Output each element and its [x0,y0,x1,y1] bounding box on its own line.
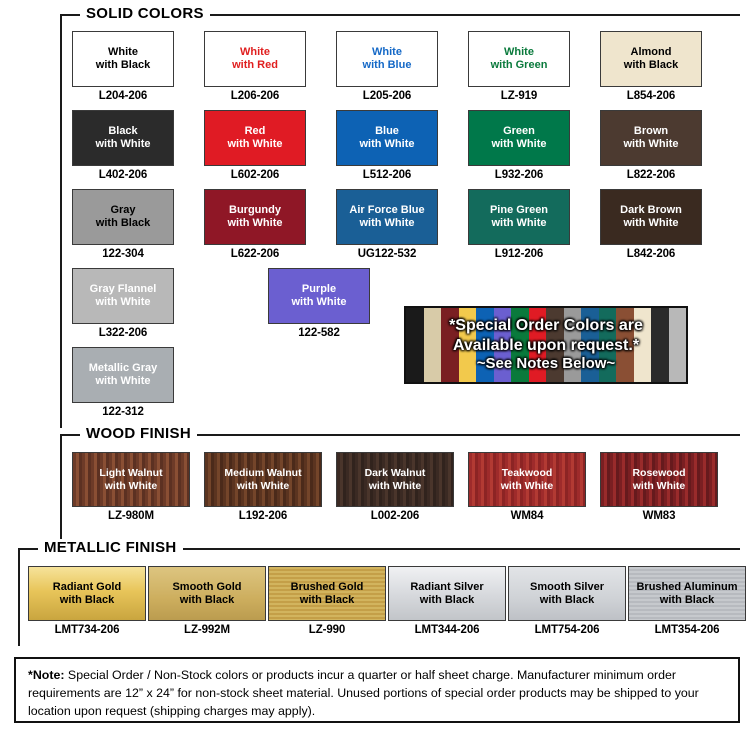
swatch-name-line1: Brown [633,125,669,138]
swatch-solid-5[interactable] [72,110,174,181]
swatch-name-line1: White [504,46,534,59]
swatch-name-line2: with Black [179,593,235,606]
swatch-chip[interactable] [468,452,586,507]
swatch-code: L204-206 [98,90,148,102]
swatch-chip[interactable] [72,110,174,166]
swatch-name-line1: Medium Walnut [224,467,302,480]
metallic-finish-legend: METALLIC FINISH [38,539,183,556]
swatch-chip[interactable] [204,110,306,166]
swatch-name-line1: Black [108,125,138,138]
swatch-metal-0[interactable] [28,566,146,636]
swatch-name-line1: Almond [630,46,672,59]
swatch-chip[interactable] [336,189,438,245]
swatch-name-line1: Dark Brown [620,204,682,217]
swatch-chip[interactable] [204,452,322,507]
special-order-banner [404,306,688,384]
swatch-chip[interactable] [628,566,746,621]
swatch-solid-13[interactable] [468,189,570,260]
swatch-name-line2: with Black [539,593,595,606]
swatch-chip[interactable] [600,189,702,245]
swatch-name-line2: with White [95,375,151,387]
swatch-chip[interactable] [600,31,702,87]
swatch-solid-17[interactable] [72,347,174,418]
swatch-name-line2: with White [359,138,415,150]
swatch-code: L512-206 [362,169,412,181]
swatch-solid-10[interactable] [72,189,174,260]
swatch-metal-1[interactable] [148,566,266,636]
swatch-code: LZ-980M [108,510,154,522]
swatch-code: L602-206 [230,169,280,181]
swatch-name-line1: Air Force Blue [349,204,425,217]
swatch-chip[interactable] [508,566,626,621]
swatch-code: L854-206 [626,90,676,102]
swatch-code: L205-206 [362,90,412,102]
swatch-solid-0[interactable] [72,31,174,102]
swatch-name-line1: White [372,46,402,59]
swatch-wood-0[interactable] [72,452,190,522]
swatch-code: L622-206 [230,248,280,260]
swatch-metal-3[interactable] [388,566,506,636]
swatch-code: LZ-992M [184,624,230,636]
swatch-solid-15[interactable] [72,268,174,339]
swatch-solid-3[interactable] [468,31,570,102]
swatch-code: LMT734-206 [54,624,120,636]
swatch-chip[interactable] [72,452,190,507]
swatch-name-line1: Gray Flannel [89,283,157,296]
swatch-solid-8[interactable] [468,110,570,181]
swatch-code: 122-304 [102,248,144,260]
swatch-code: L822-206 [626,169,676,181]
swatch-name-line2: with White [368,479,422,492]
swatch-solid-7[interactable] [336,110,438,181]
swatch-solid-2[interactable] [336,31,438,102]
swatch-solid-12[interactable] [336,189,438,260]
swatch-wood-3[interactable] [468,452,586,522]
banner-line-2: Available upon request.* [452,336,640,354]
swatch-chip[interactable] [468,189,570,245]
swatch-chip[interactable] [148,566,266,621]
swatch-code: L842-206 [626,248,676,260]
swatch-metal-2[interactable] [268,566,386,636]
swatch-chip[interactable] [268,268,370,324]
swatch-code: LZ-990 [308,624,346,636]
swatch-chip[interactable] [72,268,174,324]
swatch-name-line2: with Blue [362,59,412,71]
swatch-code: 122-312 [102,406,144,418]
swatch-name-line1: Dark Walnut [364,467,426,480]
swatch-name-line2: with White [95,296,151,308]
swatch-name-line1: Smooth Gold [172,580,242,593]
swatch-chip[interactable] [468,31,570,87]
swatch-name-line2: with White [491,217,547,229]
banner-line-1: *Special Order Colors are [449,317,643,335]
swatch-chip[interactable] [204,189,306,245]
swatch-chip[interactable] [72,347,174,403]
swatch-name-line1: Radiant Silver [410,580,484,593]
swatch-chip[interactable] [72,31,174,87]
swatch-code: L002-206 [370,510,420,522]
swatch-name-line1: Brushed Aluminum [636,580,738,593]
swatch-code: LMT344-206 [414,624,480,636]
swatch-name-line2: with Black [623,59,679,71]
banner-line-3: ~See Notes Below~ [476,355,616,373]
swatch-chip[interactable] [336,452,454,507]
swatch-name-line1: Pine Green [489,204,549,217]
swatch-name-line2: with White [291,296,347,308]
swatch-code: LZ-919 [500,90,538,102]
swatch-name-line2: with White [623,138,679,150]
swatch-name-line1: Red [244,125,266,138]
swatch-name-line1: Rosewood [632,467,686,480]
swatch-code: L322-206 [98,327,148,339]
swatch-wood-1[interactable] [204,452,322,522]
swatch-name-line2: with Black [419,593,475,606]
swatch-chip[interactable] [28,566,146,621]
swatch-name-line2: with White [500,479,554,492]
swatch-name-line2: with White [227,138,283,150]
swatch-name-line1: White [108,46,138,59]
swatch-code: L206-206 [230,90,280,102]
swatch-name-line2: with Green [490,59,548,71]
swatch-name-line2: with Black [95,217,151,229]
swatch-name-line1: White [240,46,270,59]
swatch-code: L192-206 [238,510,288,522]
swatch-chip[interactable] [336,110,438,166]
swatch-metal-5[interactable] [628,566,746,636]
swatch-name-line2: with Red [232,59,278,71]
swatch-name-line2: with White [227,217,283,229]
swatch-chip[interactable] [72,189,174,245]
swatch-chip[interactable] [268,566,386,621]
swatch-name-line2: with White [95,138,151,150]
swatch-name-line1: Light Walnut [99,467,163,480]
swatch-name-line1: Burgundy [229,204,281,217]
swatch-solid-11[interactable] [204,189,306,260]
note-label: *Note: [28,668,65,682]
swatch-chip[interactable] [468,110,570,166]
swatch-name-line2: with White [104,479,158,492]
swatch-chip[interactable] [204,31,306,87]
swatch-name-line2: with Black [659,593,715,606]
swatch-solid-14[interactable] [600,189,702,260]
swatch-name-line2: with Black [299,593,355,606]
swatch-name-line1: Radiant Gold [52,580,122,593]
swatch-name-line2: with Black [59,593,115,606]
swatch-solid-1[interactable] [204,31,306,102]
swatch-name-line2: with White [632,479,686,492]
swatch-name-line1: Brushed Gold [290,580,364,593]
swatch-code: L402-206 [98,169,148,181]
swatch-code: UG122-532 [357,248,417,260]
swatch-code: L932-206 [494,169,544,181]
swatch-code: L912-206 [494,248,544,260]
swatch-code: LMT754-206 [534,624,600,636]
solid-colors-legend: SOLID COLORS [80,5,210,22]
swatch-name-line2: with White [491,138,547,150]
note-box [14,657,740,723]
swatch-chip[interactable] [600,110,702,166]
swatch-name-line1: Blue [375,125,399,138]
swatch-name-line1: Green [503,125,535,138]
swatch-solid-16[interactable] [268,268,370,339]
swatch-name-line2: with Black [95,59,151,71]
swatch-solid-9[interactable] [600,110,702,181]
swatch-name-line2: with White [236,479,290,492]
swatch-wood-2[interactable] [336,452,454,522]
swatch-name-line2: with White [359,217,415,229]
swatch-chip[interactable] [336,31,438,87]
note-text: Special Order / Non-Stock colors or products incur a quarter or half sheet charge. Manufacturer minimum order requirements are 12” x 24” for non-stock sheet material. Unused portions of special order products may be shipped to your location upon request (shipping charges may apply). [28,668,699,718]
swatch-code: WM84 [510,510,544,522]
swatch-code: WM83 [642,510,676,522]
swatch-chip[interactable] [600,452,718,507]
swatch-chip[interactable] [388,566,506,621]
banner-text [406,308,686,382]
wood-finish-legend: WOOD FINISH [80,425,197,442]
swatch-name-line1: Metallic Gray [88,362,158,375]
swatch-code: LMT354-206 [654,624,720,636]
swatch-name-line1: Gray [110,204,136,217]
swatch-wood-4[interactable] [600,452,718,522]
swatch-name-line1: Purple [301,283,337,296]
swatch-code: 122-582 [298,327,340,339]
swatch-name-line1: Teakwood [501,467,553,480]
swatch-solid-6[interactable] [204,110,306,181]
swatch-name-line2: with White [623,217,679,229]
swatch-name-line1: Smooth Silver [530,580,604,593]
swatch-metal-4[interactable] [508,566,626,636]
swatch-solid-4[interactable] [600,31,702,102]
